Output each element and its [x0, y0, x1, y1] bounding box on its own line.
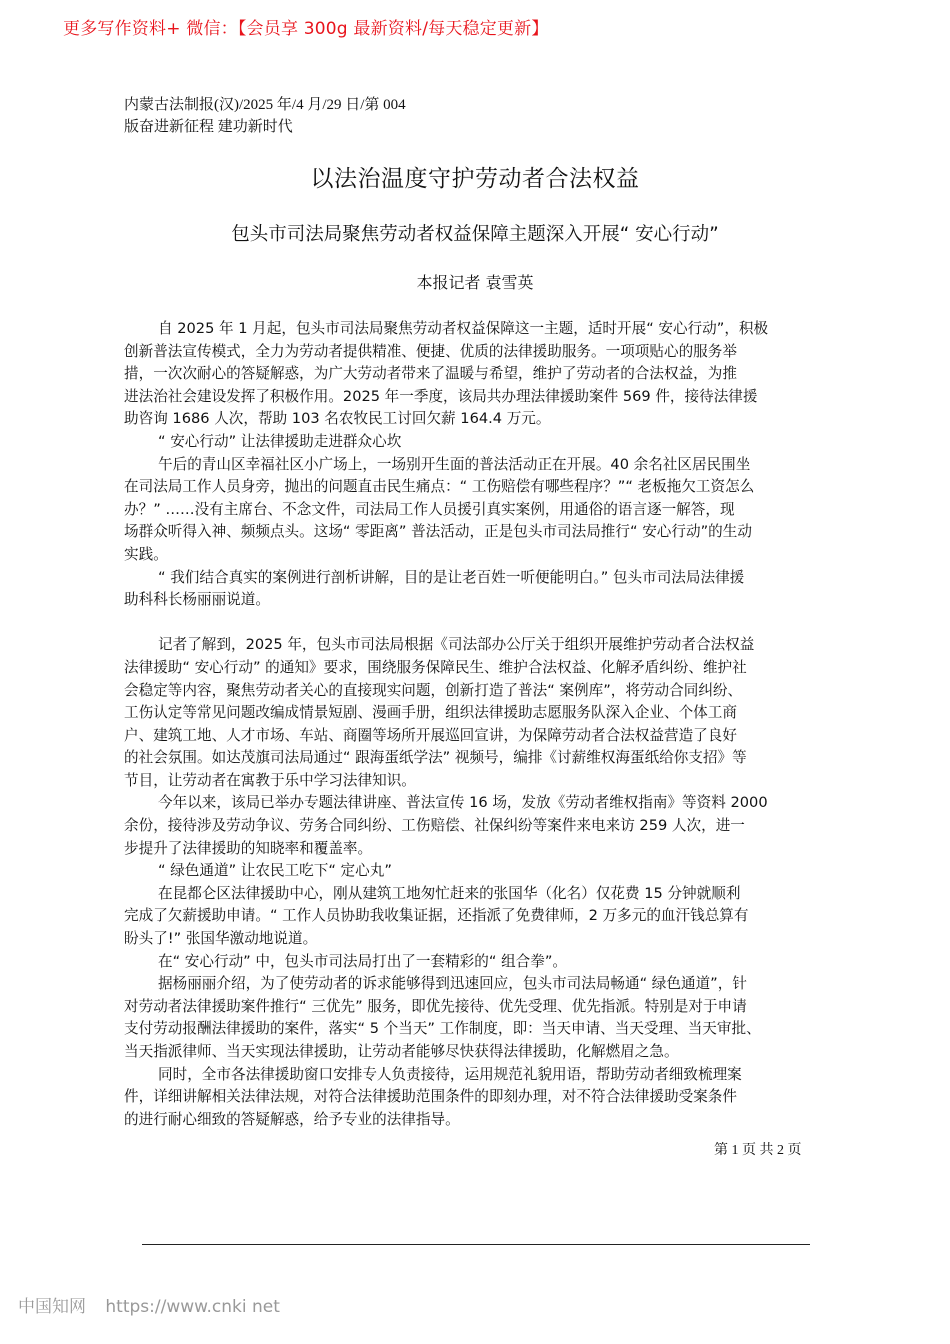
article-line: “ 安心行动” 让法律援助走进群众心坎	[158, 432, 402, 450]
footer-brand: 中国知网	[18, 1297, 86, 1317]
article-body	[124, 318, 826, 1131]
footer-url[interactable]: https://www.cnki net	[105, 1297, 280, 1317]
article-line: 记者了解到，2025 年，包头市司法局根据《司法部办公厅关于组织开展维护劳动者合法权益	[158, 636, 755, 654]
article-line	[124, 612, 826, 635]
article-line: 盼头了!” 张国华激动地说道。	[124, 930, 318, 948]
article-line: 余份，接待涉及劳动争议、劳务合同纠纷、工伤赔偿、社保纠纷等案件来电来访 259 人次，进一	[124, 817, 745, 835]
article-line: 助科科长杨丽丽说道。	[124, 591, 270, 609]
article-line: 的社会氛围。如达茂旗司法局通过“ 跟海蛋纸学法” 视频号，编排《讨薪维权海蛋纸给你支招》等	[124, 749, 747, 767]
article-line: 会稳定等内容，聚焦劳动者关心的直接现实问题，创新打造了普法“ 案例库”，将劳动合同纠纷、	[124, 681, 743, 699]
article-line: 助咨询 1686 人次，帮助 103 名农牧民工讨回欠薪 164.4 万元。	[124, 410, 551, 428]
article-line: 支付劳动报酬法律援助的案件，落实“ 5 个当天” 工作制度，即：当天申请、当天受理、当天审批、	[124, 1020, 761, 1038]
article-line: 户、建筑工地、人才市场、车站、商圈等场所开展巡回宣讲，为保障劳动者合法权益营造了良好	[124, 726, 737, 744]
article-line: 在“ 安心行动” 中，包头市司法局打出了一套精彩的“ 组合拳”。	[158, 952, 568, 970]
article-line: 场群众听得入神、频频点头。这场“ 零距离” 普法活动，正是包头市司法局推行“ 安心行动”的生动	[124, 523, 752, 541]
article-line: 完成了欠薪援助申请。“ 工作人员协助我收集证据，还指派了免费律师，2 万多元的血汗钱总算有	[124, 907, 749, 925]
article-line: 措，一次次耐心的答疑解惑，为广大劳动者带来了温暖与希望，维护了劳动者的合法权益，为推	[124, 365, 737, 383]
article-line: 进法治社会建设发挥了积极作用。2025 年一季度，该局共办理法律援助案件 569 件，接待法律援	[124, 387, 758, 405]
article-line: 在昆都仑区法律援助中心，刚从建筑工地匆忙赶来的张国华（化名）仅花费 15 分钟就顺利	[158, 884, 741, 902]
article-line: 午后的青山区幸福社区小广场上，一场别开生面的普法活动正在开展。40 余名社区居民围坐	[158, 455, 751, 473]
footer	[18, 1292, 294, 1317]
article-line: 的进行耐心细致的答疑解惑，给予专业的法律指导。	[124, 1110, 460, 1128]
article-line: 创新普法宣传模式，全力为劳动者提供精准、便捷、优质的法律援助服务。一项项贴心的服务举	[124, 342, 737, 360]
article-line: 法律援助“ 安心行动” 的通知》要求，围绕服务保障民生、维护合法权益、化解矛盾纠纷、维护社	[124, 658, 747, 676]
article-line: 办？” ……没有主席台、不念文件，司法局工作人员援引真实案例，用通俗的语言逐一解答，现	[124, 500, 735, 518]
article-line: 据杨丽丽介绍，为了使劳动者的诉求能够得到迅速回应，包头市司法局畅通“ 绿色通道”，针	[158, 975, 747, 993]
article-title: 以法治温度守护劳动者合法权益	[310, 166, 640, 192]
article-line: 同时，全市各法律援助窗口安排专人负责接待，运用规范礼貌用语，帮助劳动者细致梳理案	[158, 1065, 742, 1083]
article-line: “ 我们结合真实的案例进行剖析讲解，目的是让老百姓一听便能明白。” 包头市司法局法律援	[158, 568, 745, 586]
article-line: 工伤认定等常见问题改编成情景短剧、漫画手册，组织法律援助志愿服务队深入企业、个体工商	[124, 704, 737, 722]
source-line: 内蒙古法制报(汉)/2025 年/4 月/29 日/第 004	[124, 97, 406, 113]
article-line: 实践。	[124, 545, 168, 563]
promo-banner: 更多写作资料+ 微信：【会员享 300g 最新资料/每天稳定更新】	[63, 19, 549, 39]
article-line: 在司法局工作人员身旁，抛出的问题直击民生痛点：“ 工伤赔偿有哪些程序？”“ 老板拖欠工资怎么	[124, 478, 755, 496]
article-line: 今年以来，该局已举办专题法律讲座、普法宣传 16 场，发放《劳动者维权指南》等资料 2000	[158, 794, 768, 812]
article-line: 步提升了法律援助的知晓率和覆盖率。	[124, 839, 373, 857]
article-line: 对劳动者法律援助案件推行“ 三优先” 服务，即优先接待、优先受理、优先指派。特别是对于申请	[124, 997, 747, 1015]
source-metadata	[124, 94, 406, 138]
footer-divider	[142, 1244, 810, 1245]
page-indicator: 第 1 页 共 2 页	[714, 1143, 802, 1158]
article-byline: 本报记者 袁雪英	[416, 273, 534, 292]
article-line: 节目，让劳动者在寓教于乐中学习法律知识。	[124, 771, 416, 789]
article-line: 件，详细讲解相关法律法规，对符合法律援助范围条件的即刻办理，对不符合法律援助受案条件	[124, 1088, 737, 1106]
article-subtitle: 包头市司法局聚焦劳动者权益保障主题深入开展“ 安心行动”	[231, 224, 719, 245]
article-line: 当天指派律师、当天实现法律援助，让劳动者能够尽快获得法律援助，化解燃眉之急。	[124, 1043, 679, 1060]
article-line: 自 2025 年 1 月起，包头市司法局聚焦劳动者权益保障这一主题，适时开展“ 安心行动”，积极	[158, 320, 769, 337]
column-line: 版奋进新征程 建功新时代	[124, 119, 293, 135]
article-line: “ 绿色通道” 让农民工吃下“ 定心丸”	[158, 862, 392, 880]
